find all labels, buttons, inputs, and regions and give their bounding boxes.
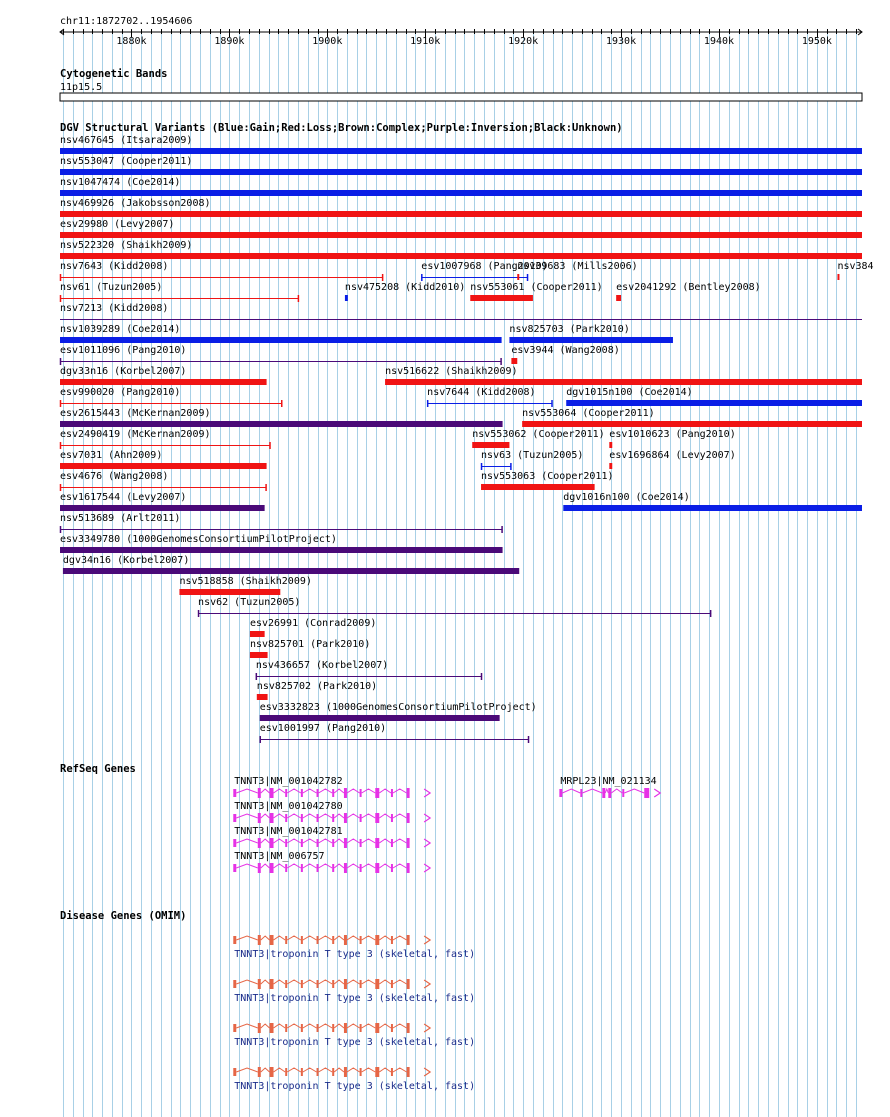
- variant-label: nsv7213 (Kidd2008): [60, 303, 169, 314]
- variant-label: nsv62 (Tuzun2005): [198, 597, 301, 608]
- gene-exon: [270, 1023, 274, 1033]
- gene-exon: [317, 1068, 319, 1076]
- variant-label: esv1011096 (Pang2010): [60, 345, 187, 356]
- variant-bar[interactable]: [250, 631, 265, 637]
- variant-bar[interactable]: [60, 148, 862, 154]
- gene-exon: [360, 814, 362, 822]
- variant-feature[interactable]: [427, 387, 552, 407]
- gene-exon: [301, 839, 303, 847]
- gene-exon: [391, 839, 393, 847]
- variant-bar[interactable]: [385, 379, 862, 385]
- gene-exon: [285, 839, 287, 847]
- variant-label: nsv522320 (Shaikh2009): [60, 240, 193, 251]
- gene-exon: [258, 1023, 261, 1033]
- variant-feature[interactable]: [257, 681, 377, 700]
- variant-feature[interactable]: [198, 597, 711, 617]
- gene-exon: [317, 864, 319, 872]
- gene-exon: [344, 935, 347, 945]
- variant-label: esv1007968 (Pang2010): [421, 261, 548, 272]
- variant-feature[interactable]: [60, 156, 862, 175]
- variant-feature[interactable]: [179, 576, 311, 595]
- variant-label: nsv553063 (Cooper2011): [481, 471, 614, 482]
- variant-bar[interactable]: [260, 715, 500, 721]
- variant-label: nsv475208 (Kidd2010): [344, 282, 466, 293]
- gene-exon: [391, 936, 393, 944]
- variant-feature[interactable]: [511, 345, 619, 364]
- cyto-section-title: Cytogenetic Bands: [60, 68, 168, 80]
- gene-exon: [407, 813, 410, 823]
- gene-exon: [301, 980, 303, 988]
- gene-exon: [234, 936, 236, 944]
- variant-label: nsv467645 (Itsara2009): [60, 135, 193, 146]
- gene-exon: [360, 789, 362, 797]
- gene-exon: [608, 788, 611, 798]
- variant-bar[interactable]: [481, 484, 595, 490]
- gene-intron: [236, 1024, 406, 1028]
- gene-exon: [407, 838, 410, 848]
- gene-exon: [375, 1023, 379, 1033]
- gene-exon: [258, 1067, 261, 1077]
- variant-label: nsv825703 (Park2010): [509, 324, 630, 335]
- strand-arrow-icon: [654, 789, 660, 797]
- variant-label: nsv1047474 (Coe2014): [60, 177, 181, 188]
- variant-bar[interactable]: [60, 379, 267, 385]
- gene-exon: [258, 788, 261, 798]
- gene-intron: [236, 814, 406, 818]
- gene-exon: [375, 838, 379, 848]
- gene-intron: [236, 839, 406, 843]
- gene-exon: [234, 1024, 236, 1032]
- gene-exon: [407, 1067, 410, 1077]
- omim-gene-label: TNNT3|troponin T type 3 (skeletal, fast): [234, 949, 476, 960]
- variant-bar[interactable]: [470, 295, 533, 301]
- gene-exon: [234, 789, 236, 797]
- gene-exon: [360, 1024, 362, 1032]
- variant-label: esv3944 (Wang2008): [511, 345, 620, 356]
- variant-bar[interactable]: [837, 274, 839, 280]
- variant-bar[interactable]: [60, 190, 862, 196]
- variant-label: nsv513689 (Arlt2011): [60, 513, 181, 524]
- variant-feature[interactable]: [509, 324, 673, 343]
- cytoband-label: 11p15.5: [60, 82, 103, 93]
- variant-bar[interactable]: [517, 274, 519, 280]
- gene-exon: [375, 1067, 379, 1077]
- gene-exon: [258, 979, 261, 989]
- variant-feature[interactable]: [260, 702, 537, 721]
- gene-exon: [317, 1024, 319, 1032]
- refseq-track: [60, 763, 660, 873]
- gene-exon: [270, 863, 274, 873]
- gene-exon: [234, 980, 236, 988]
- variant-label: esv2490419 (McKernan2009): [60, 429, 211, 440]
- variant-bar[interactable]: [63, 568, 519, 574]
- gene-exon: [375, 863, 379, 873]
- gene-exon: [344, 788, 347, 798]
- ruler-tick-label: 1930k: [606, 36, 637, 47]
- gene-exon: [258, 863, 261, 873]
- gene-exon: [285, 864, 287, 872]
- variant-bar[interactable]: [616, 295, 621, 301]
- variant-bar[interactable]: [609, 463, 612, 469]
- gene-exon: [391, 1024, 393, 1032]
- gene-exon: [301, 789, 303, 797]
- gene-exon: [407, 788, 410, 798]
- variant-label: nsv825702 (Park2010): [256, 681, 378, 692]
- gene-exon: [344, 863, 347, 873]
- gene-exon: [391, 1068, 393, 1076]
- variant-label: dgv34n16 (Korbel2007): [62, 555, 190, 566]
- variant-feature[interactable]: [60, 240, 862, 259]
- refseq-gene[interactable]: [234, 826, 430, 848]
- gene-exon: [391, 980, 393, 988]
- variant-bar[interactable]: [345, 295, 348, 301]
- gene-exon: [270, 979, 274, 989]
- variant-feature[interactable]: [609, 450, 735, 469]
- ruler-tick-label: 1890k: [214, 36, 245, 47]
- gene-exon: [360, 864, 362, 872]
- gene-intron: [236, 980, 406, 984]
- variant-label: nsv436657 (Korbel2007): [255, 660, 389, 671]
- variant-feature[interactable]: [60, 282, 299, 302]
- gene-exon: [360, 936, 362, 944]
- variant-feature[interactable]: [60, 429, 271, 449]
- gene-exon: [391, 864, 393, 872]
- gene-exon: [375, 788, 379, 798]
- gene-exon: [332, 864, 334, 872]
- variant-bar[interactable]: [60, 463, 267, 469]
- variant-label: esv4676 (Wang2008): [60, 471, 169, 482]
- gene-exon: [332, 1068, 334, 1076]
- cytoband-bar[interactable]: [60, 93, 862, 101]
- variant-label: dgv1016n100 (Coe2014): [563, 492, 690, 503]
- gene-exon: [407, 979, 410, 989]
- variant-bar[interactable]: [60, 253, 862, 259]
- gene-exon: [332, 814, 334, 822]
- variant-feature[interactable]: [60, 261, 383, 281]
- variant-feature[interactable]: [60, 177, 862, 196]
- gene-exon: [234, 1068, 236, 1076]
- gene-exon: [285, 936, 287, 944]
- variant-label: nsv469926 (Jakobsson2008): [60, 198, 211, 209]
- variant-bar[interactable]: [179, 589, 280, 595]
- variant-label: dgv1015n100 (Coe2014): [566, 387, 693, 398]
- variant-label: esv1010623 (Pang2010): [609, 429, 736, 440]
- variant-feature[interactable]: [609, 429, 735, 448]
- gene-exon: [644, 788, 649, 798]
- variant-label: esv3332823 (1000GenomesConsortiumPilotProject): [259, 702, 537, 713]
- gene-exon: [375, 935, 379, 945]
- variant-bar[interactable]: [60, 211, 862, 217]
- variant-label: nsv39683 (Mills2006): [517, 261, 638, 272]
- variant-label: nsv553062 (Cooper2011): [472, 429, 605, 440]
- variant-feature[interactable]: [837, 261, 873, 280]
- variant-label: nsv553047 (Cooper2011): [60, 156, 193, 167]
- omim-gene-label: TNNT3|troponin T type 3 (skeletal, fast): [234, 993, 476, 1004]
- gene-exon: [285, 1068, 287, 1076]
- gene-exon: [580, 789, 582, 797]
- gene-exon: [344, 979, 347, 989]
- omim-gene-label: TNNT3|troponin T type 3 (skeletal, fast): [234, 1081, 476, 1092]
- gene-exon: [234, 839, 236, 847]
- variant-label: nsv61 (Tuzun2005): [60, 282, 163, 293]
- variant-label: esv3349780 (1000GenomesConsortiumPilotProject): [60, 534, 337, 545]
- omim-gene[interactable]: [234, 1067, 475, 1092]
- gene-exon: [258, 813, 261, 823]
- gene-exon: [285, 1024, 287, 1032]
- variant-feature[interactable]: [616, 282, 761, 301]
- refseq-section-title: RefSeq Genes: [60, 763, 136, 775]
- gene-exon: [332, 980, 334, 988]
- variant-feature[interactable]: [60, 387, 282, 407]
- variant-bar[interactable]: [60, 337, 502, 343]
- gene-exon: [270, 813, 274, 823]
- gene-exon: [301, 1024, 303, 1032]
- gene-exon: [234, 864, 236, 872]
- variant-label: nsv518858 (Shaikh2009): [179, 576, 312, 587]
- ruler-tick-label: 1950k: [801, 36, 832, 47]
- variant-label: nsv63 (Tuzun2005): [481, 450, 584, 461]
- variant-label: nsv553061 (Cooper2011): [470, 282, 603, 293]
- variant-bar[interactable]: [60, 169, 862, 175]
- gene-exon: [270, 1067, 274, 1077]
- variant-label: esv990020 (Pang2010): [60, 387, 181, 398]
- variant-bar[interactable]: [60, 421, 503, 427]
- variant-feature[interactable]: [60, 135, 862, 154]
- variant-feature[interactable]: [481, 471, 613, 490]
- variant-feature[interactable]: [385, 366, 862, 385]
- variant-label: esv1001997 (Pang2010): [259, 723, 387, 734]
- variant-label: dgv33n16 (Korbel2007): [60, 366, 187, 377]
- gene-exon: [407, 935, 410, 945]
- variant-bar[interactable]: [250, 652, 268, 658]
- gene-exon: [344, 838, 347, 848]
- refseq-gene[interactable]: [234, 851, 430, 873]
- gene-exon: [360, 980, 362, 988]
- gene-intron: [236, 864, 406, 868]
- variant-feature[interactable]: [260, 723, 529, 743]
- variant-feature[interactable]: [481, 450, 583, 470]
- gene-exon: [301, 1068, 303, 1076]
- gene-exon: [391, 814, 393, 822]
- gene-exon: [344, 1023, 347, 1033]
- variant-label: esv1696864 (Levy2007): [609, 450, 736, 461]
- gene-exon: [317, 839, 319, 847]
- variant-feature[interactable]: [60, 471, 267, 491]
- variant-feature[interactable]: [63, 555, 519, 574]
- gene-exon: [344, 1067, 347, 1077]
- gene-exon: [407, 863, 410, 873]
- variant-label: nsv7644 (Kidd2008): [427, 387, 536, 398]
- gene-intron: [236, 936, 406, 940]
- variant-bar[interactable]: [509, 337, 673, 343]
- refseq-gene-label: MRPL23|NM_021134: [560, 776, 657, 787]
- variant-feature[interactable]: [60, 198, 862, 217]
- dgv-track: [60, 122, 874, 743]
- variant-feature[interactable]: [517, 261, 637, 280]
- gene-exon: [375, 813, 379, 823]
- refseq-gene-label: TNNT3|NM_001042782: [234, 776, 343, 787]
- gene-exon: [360, 1068, 362, 1076]
- gene-exon: [234, 814, 236, 822]
- variant-feature[interactable]: [60, 450, 267, 469]
- variant-bar[interactable]: [60, 232, 862, 238]
- gene-exon: [602, 788, 605, 798]
- gene-exon: [258, 838, 261, 848]
- gene-exon: [407, 1023, 410, 1033]
- variant-feature[interactable]: [472, 429, 604, 448]
- ruler-tick-label: 1900k: [312, 36, 343, 47]
- variant-bar[interactable]: [511, 358, 517, 364]
- variant-bar[interactable]: [60, 505, 265, 511]
- variant-bar[interactable]: [566, 400, 862, 406]
- gene-exon: [301, 814, 303, 822]
- variant-bar[interactable]: [257, 694, 268, 700]
- gene-intron: [236, 789, 406, 793]
- ruler-tick-label: 1940k: [703, 36, 735, 47]
- variant-label: nsv825701 (Park2010): [249, 639, 371, 650]
- variant-bar[interactable]: [563, 505, 862, 511]
- region-label: chr11:1872702..1954606: [60, 16, 193, 27]
- variant-bar[interactable]: [472, 442, 509, 448]
- gene-exon: [317, 936, 319, 944]
- gene-exon: [332, 1024, 334, 1032]
- refseq-gene[interactable]: [560, 776, 660, 798]
- variant-feature[interactable]: [60, 534, 503, 553]
- variant-label: esv2615443 (McKernan2009): [60, 408, 211, 419]
- gene-exon: [270, 935, 274, 945]
- ruler-tick-label: 1910k: [410, 36, 441, 47]
- variant-bar[interactable]: [60, 547, 503, 553]
- ruler-tick-label: 1920k: [508, 36, 539, 47]
- omim-gene[interactable]: [234, 935, 475, 960]
- gene-intron: [236, 1068, 406, 1072]
- variant-label: esv1617544 (Levy2007): [60, 492, 187, 503]
- variant-label: nsv516622 (Shaikh2009): [385, 366, 518, 377]
- variant-feature[interactable]: [345, 282, 465, 301]
- omim-gene[interactable]: [234, 979, 475, 1004]
- variant-feature[interactable]: [250, 639, 370, 658]
- gene-exon: [332, 936, 334, 944]
- gene-exon: [391, 789, 393, 797]
- variant-label: nsv553064 (Cooper2011): [522, 408, 655, 419]
- refseq-gene[interactable]: [234, 776, 430, 798]
- variant-bar[interactable]: [609, 442, 612, 448]
- gene-exon: [270, 788, 274, 798]
- refseq-gene-label: TNNT3|NM_001042781: [234, 826, 343, 837]
- refseq-gene[interactable]: [234, 801, 430, 823]
- gene-exon: [270, 838, 274, 848]
- variant-label: esv7031 (Ahn2009): [60, 450, 163, 461]
- dgv-section-title: DGV Structural Variants (Blue:Gain;Red:Loss;Brown:Complex;Purple:Inversion;Black:Unknown): [60, 122, 623, 134]
- omim-gene[interactable]: [234, 1023, 475, 1048]
- gene-exon: [317, 789, 319, 797]
- gene-exon: [375, 979, 379, 989]
- variant-feature[interactable]: [60, 513, 503, 533]
- ruler-tick-label: 1880k: [116, 36, 147, 47]
- gene-exon: [285, 789, 287, 797]
- refseq-gene-label: TNNT3|NM_006757: [234, 851, 325, 862]
- variant-label: nsv384: [837, 261, 874, 272]
- gene-exon: [622, 789, 624, 797]
- gene-exon: [332, 789, 334, 797]
- gene-exon: [332, 839, 334, 847]
- variant-bar[interactable]: [522, 421, 862, 427]
- gene-exon: [285, 814, 287, 822]
- variant-feature[interactable]: [256, 660, 482, 680]
- variant-feature[interactable]: [522, 408, 862, 427]
- gene-exon: [285, 980, 287, 988]
- gene-exon: [317, 814, 319, 822]
- gene-exon: [560, 789, 562, 797]
- variant-label: esv2041292 (Bentley2008): [616, 282, 761, 293]
- gene-exon: [258, 935, 261, 945]
- gene-exon: [301, 864, 303, 872]
- gene-exon: [317, 980, 319, 988]
- variant-label: nsv1039289 (Coe2014): [60, 324, 181, 335]
- variant-label: nsv7643 (Kidd2008): [60, 261, 169, 272]
- variant-feature[interactable]: [60, 408, 503, 427]
- variant-feature[interactable]: [60, 366, 267, 385]
- gene-exon: [301, 936, 303, 944]
- gene-exon: [344, 813, 347, 823]
- omim-gene-label: TNNT3|troponin T type 3 (skeletal, fast): [234, 1037, 476, 1048]
- omim-section-title: Disease Genes (OMIM): [60, 910, 187, 922]
- gene-exon: [360, 839, 362, 847]
- variant-label: esv26991 (Conrad2009): [249, 618, 377, 629]
- refseq-gene-label: TNNT3|NM_001042780: [234, 801, 343, 812]
- variant-feature[interactable]: [60, 492, 265, 511]
- variant-label: esv29980 (Levy2007): [60, 219, 175, 230]
